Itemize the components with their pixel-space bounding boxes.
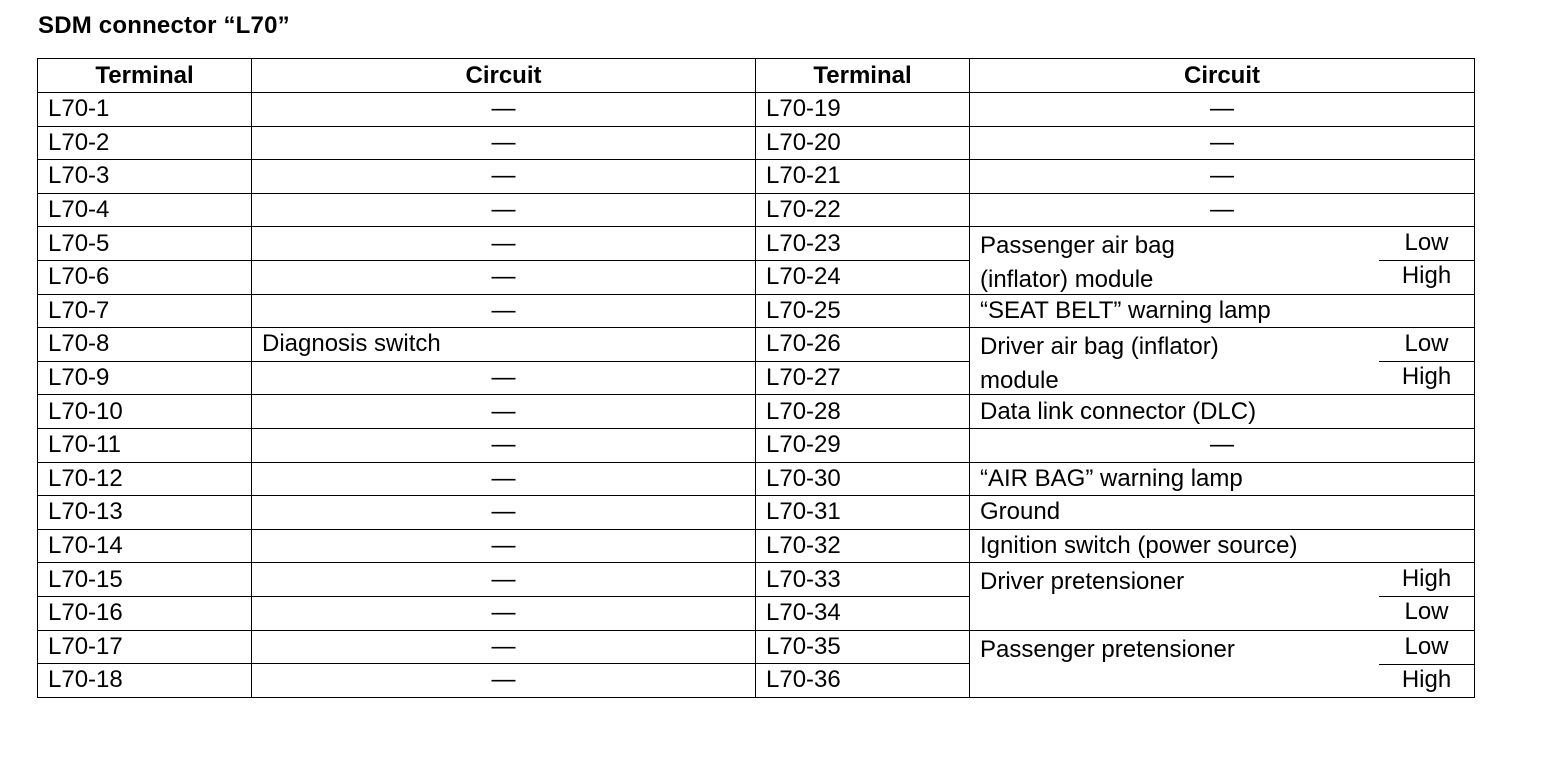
passenger-airbag-high: High — [1401, 262, 1452, 290]
circuit-cell: — — [252, 428, 756, 462]
table-row — [38, 395, 1475, 429]
header-terminal-right: Terminal — [756, 59, 970, 93]
circuit-cell: — — [970, 126, 1475, 160]
circuit-cell: — — [252, 227, 756, 261]
terminal-cell: L70-14 — [38, 529, 252, 563]
terminal-cell: L70-11 — [38, 428, 252, 462]
circuit-cell: — — [252, 563, 756, 597]
terminal-cell: L70-29 — [756, 428, 970, 462]
table-row — [38, 160, 1475, 194]
driver-pretensioner-low: Low — [1404, 598, 1449, 626]
passenger-airbag-label — [980, 229, 1175, 294]
passenger-pretensioner-high: High — [1401, 665, 1452, 693]
table-row — [38, 227, 1475, 261]
terminal-cell: L70-30 — [756, 462, 970, 496]
terminal-cell: L70-7 — [38, 294, 252, 328]
terminal-cell: L70-10 — [38, 395, 252, 429]
circuit-cell: — — [252, 596, 756, 630]
terminal-cell: L70-16 — [38, 596, 252, 630]
circuit-cell: “AIR BAG” warning lamp — [970, 462, 1475, 496]
circuit-cell: — — [252, 126, 756, 160]
circuit-cell: — — [252, 93, 756, 127]
terminal-cell: L70-26 — [756, 328, 970, 362]
circuit-cell: — — [970, 428, 1475, 462]
circuit-cell: — — [970, 193, 1475, 227]
terminal-cell: L70-28 — [756, 395, 970, 429]
driver-airbag-line2: module — [980, 367, 1059, 395]
terminal-cell: L70-19 — [756, 93, 970, 127]
table-row — [38, 529, 1475, 563]
terminal-cell: L70-32 — [756, 529, 970, 563]
passenger-airbag-line2: (inflator) module — [980, 266, 1154, 294]
circuit-cell: — — [970, 93, 1475, 127]
circuit-cell: — — [970, 160, 1475, 194]
terminal-cell: L70-24 — [756, 260, 970, 294]
table-row — [38, 428, 1475, 462]
circuit-cell: — — [252, 193, 756, 227]
circuit-cell: Diagnosis switch — [252, 328, 756, 362]
terminal-cell: L70-4 — [38, 193, 252, 227]
terminal-cell: L70-34 — [756, 596, 970, 630]
terminal-cell: L70-5 — [38, 227, 252, 261]
terminal-cell: L70-9 — [38, 361, 252, 395]
passenger-airbag-low: Low — [1379, 227, 1474, 261]
circuit-cell: — — [252, 462, 756, 496]
driver-pretensioner-high: High — [1379, 563, 1474, 597]
driver-airbag-low: Low — [1379, 328, 1474, 362]
table-row — [38, 630, 1475, 664]
terminal-cell: L70-1 — [38, 93, 252, 127]
table-row — [38, 462, 1475, 496]
terminal-cell: L70-23 — [756, 227, 970, 261]
circuit-cell: — — [252, 361, 756, 395]
driver-airbag-label — [980, 330, 1219, 395]
terminal-cell: L70-8 — [38, 328, 252, 362]
driver-airbag-line1: Driver air bag (inflator) — [980, 333, 1219, 361]
table-row — [38, 93, 1475, 127]
passenger-airbag-cell — [970, 227, 1475, 294]
terminal-cell: L70-25 — [756, 294, 970, 328]
circuit-cell: — — [252, 630, 756, 664]
driver-pretensioner-cell — [970, 563, 1475, 630]
header-circuit-left: Circuit — [252, 59, 756, 93]
terminal-cell: L70-31 — [756, 496, 970, 530]
terminal-cell: L70-6 — [38, 260, 252, 294]
terminal-cell: L70-15 — [38, 563, 252, 597]
driver-airbag-cell — [970, 328, 1475, 395]
circuit-cell: — — [252, 529, 756, 563]
circuit-cell: — — [252, 294, 756, 328]
table-row — [38, 496, 1475, 530]
terminal-cell: L70-35 — [756, 630, 970, 664]
circuit-cell: — — [252, 395, 756, 429]
circuit-cell: Data link connector (DLC) — [970, 395, 1475, 429]
passenger-airbag-line1: Passenger air bag — [980, 232, 1175, 260]
header-terminal-left: Terminal — [38, 59, 252, 93]
table-row — [38, 328, 1475, 362]
terminal-cell: L70-17 — [38, 630, 252, 664]
terminal-cell: L70-3 — [38, 160, 252, 194]
table-row — [38, 126, 1475, 160]
table-row — [38, 193, 1475, 227]
terminal-cell: L70-21 — [756, 160, 970, 194]
passenger-pretensioner-low: Low — [1379, 631, 1474, 665]
circuit-cell: — — [252, 160, 756, 194]
connector-table — [37, 58, 1475, 698]
page-title: SDM connector “L70” — [38, 12, 290, 39]
circuit-cell: — — [252, 664, 756, 698]
terminal-cell: L70-12 — [38, 462, 252, 496]
terminal-cell: L70-13 — [38, 496, 252, 530]
passenger-pretensioner-cell — [970, 630, 1475, 697]
header-row — [38, 59, 1475, 93]
circuit-cell: — — [252, 260, 756, 294]
circuit-cell: — — [252, 496, 756, 530]
terminal-cell: L70-2 — [38, 126, 252, 160]
circuit-cell: Ground — [970, 496, 1475, 530]
driver-pretensioner-label: Driver pretensioner — [980, 568, 1185, 596]
table-row — [38, 294, 1475, 328]
header-circuit-right: Circuit — [970, 59, 1475, 93]
terminal-cell: L70-20 — [756, 126, 970, 160]
terminal-cell: L70-22 — [756, 193, 970, 227]
terminal-cell: L70-27 — [756, 361, 970, 395]
passenger-pretensioner-label: Passenger pretensioner — [980, 635, 1235, 663]
circuit-cell: Ignition switch (power source) — [970, 529, 1475, 563]
terminal-cell: L70-18 — [38, 664, 252, 698]
terminal-cell: L70-33 — [756, 563, 970, 597]
terminal-cell: L70-36 — [756, 664, 970, 698]
driver-airbag-high: High — [1401, 363, 1452, 391]
circuit-cell: “SEAT BELT” warning lamp — [970, 294, 1475, 328]
table-row — [38, 563, 1475, 597]
